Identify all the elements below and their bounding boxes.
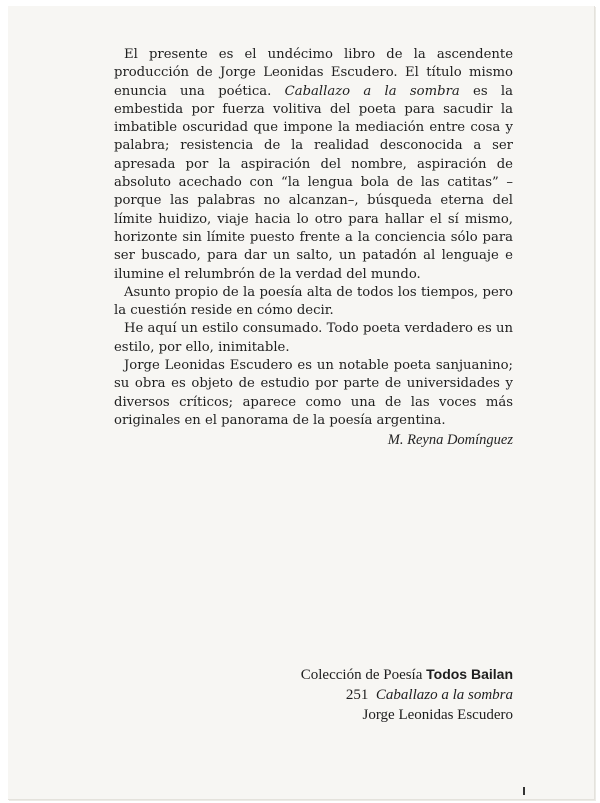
book-title: Caballazo a la sombra — [375, 687, 513, 703]
paragraph-1-intro: El presente es el undécimo libro de la ascendente producción de Jorge Leonidas Escudero. El título mismo enuncia una poética. — [114, 47, 513, 99]
paragraph-3: He aquí un estilo consumado. Todo poeta verdadero es un estilo, por ello, inimitable. — [114, 321, 513, 355]
book-author: Jorge Leonidas Escudero — [362, 707, 513, 723]
paragraph-1 — [114, 46, 513, 284]
author-signature: M. Reyna Domínguez — [387, 432, 513, 448]
paragraph-4: Jorge Leonidas Escudero es un notable poeta sanjuanino; su obra es objeto de estudio por parte de universidades y diversos críticos; aparece como una de las voces más originales en el panorama de la poesía argentina. — [114, 358, 513, 428]
spine-mark — [523, 787, 525, 795]
collection-prefix: Colección de Poesía — [300, 667, 427, 683]
book-title-inline: Caballazo a la sombra — [284, 83, 460, 99]
collection-line — [301, 664, 513, 685]
back-cover-text — [114, 46, 513, 430]
paragraph-2: Asunto propio de la poesía alta de todos los tiempos, pero la cuestión reside en cómo decir. — [114, 284, 513, 319]
paragraph-1-rest: es la embestida por fuerza volitiva del poeta para sacudir la imbatible oscuridad que impone la mediación entre cosa y palabra; resistencia de la realidad desconocida a ser apresada por la aspiración del nombre, aspiración de absoluto acechado con “la lengua bola de las catitas” –porque las palabras no alcanzan–, búsqueda eterna del límite huidizo, viaje hacia lo otro para hallar el sí mismo, horizonte sin límite puesto frente a la conciencia sólo para ser buscado, para dar un salto, un patadón al lenguaje e ilumine el relumbrón de la verdad del mundo. — [114, 83, 513, 282]
colophon — [301, 664, 513, 725]
collection-name: Todos Bailan — [426, 666, 513, 682]
book-number: 251 — [345, 687, 369, 703]
book-line — [301, 685, 513, 705]
